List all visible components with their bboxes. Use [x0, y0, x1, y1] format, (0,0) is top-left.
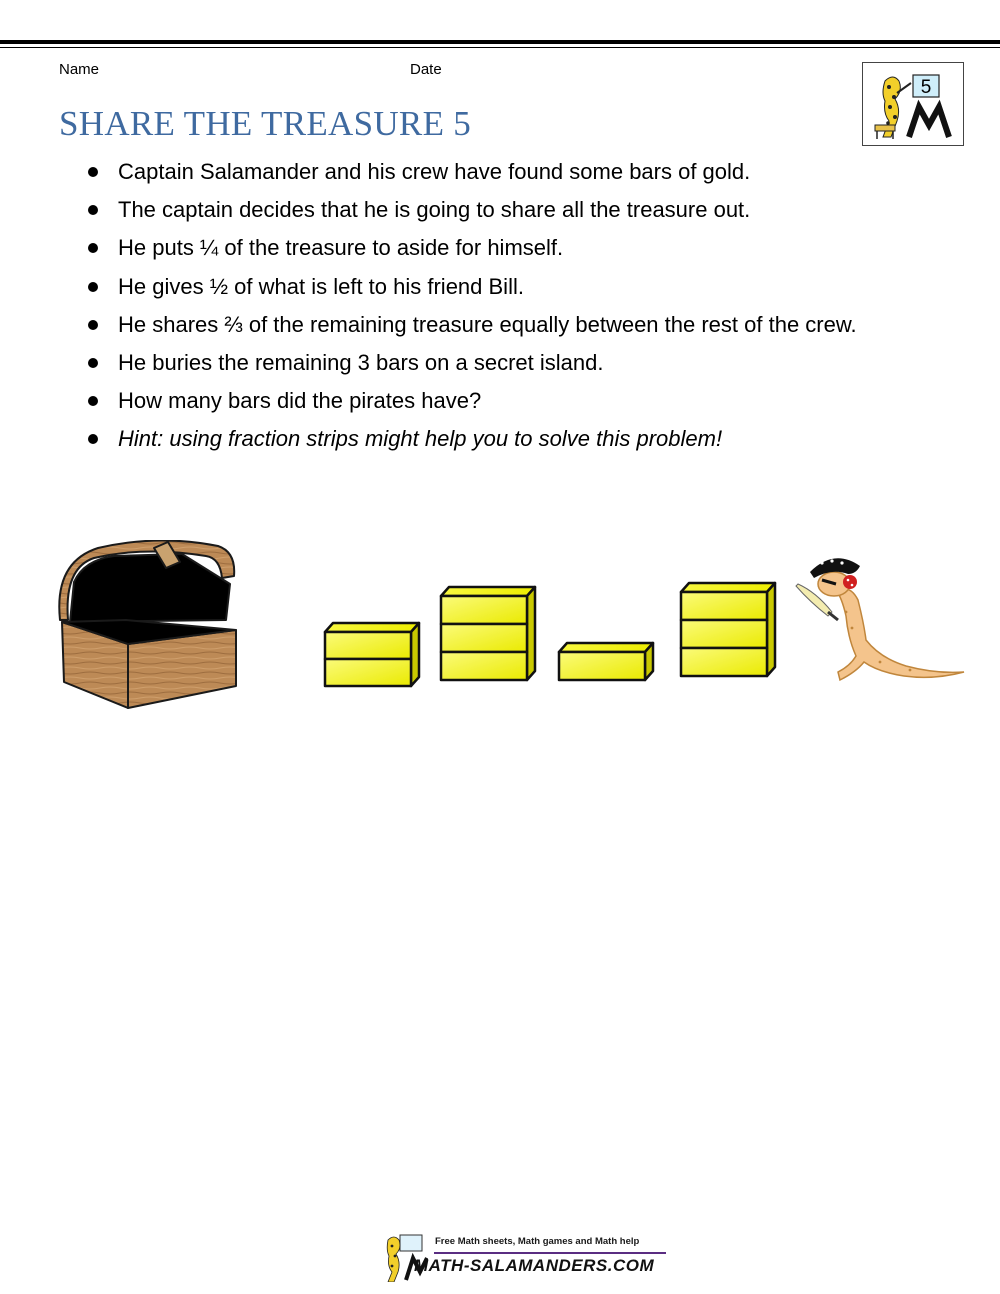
- pirate-salamander-icon: [796, 558, 964, 680]
- gold-stack-3b: [681, 583, 775, 676]
- footer-branding: [378, 1232, 678, 1282]
- footer-divider: [434, 1252, 666, 1254]
- bullet-icon: [88, 243, 98, 253]
- instruction-item: He gives ½ of what is left to his friend Bill.: [84, 268, 984, 306]
- bullet-icon: [88, 434, 98, 444]
- page-title: SHARE THE TREASURE 5: [59, 104, 472, 143]
- hint-item: Hint: using fraction strips might help you to solve this problem!: [84, 420, 984, 458]
- bullet-icon: [88, 167, 98, 177]
- worksheet-logo: [862, 62, 964, 146]
- footer-tagline: Free Math sheets, Math games and Math help: [435, 1236, 640, 1247]
- date-label: Date: [410, 61, 442, 78]
- bullet-icon: [88, 358, 98, 368]
- gold-stack-1: [559, 643, 653, 680]
- instruction-item: He shares ⅔ of the remaining treasure equally between the rest of the crew.: [84, 306, 984, 344]
- treasure-chest-icon: [59, 540, 236, 708]
- name-label: Name: [59, 61, 100, 78]
- instructions-list: [84, 153, 984, 459]
- top-rule-thin: [0, 47, 1000, 48]
- instruction-item: The captain decides that he is going to share all the treasure out.: [84, 191, 984, 229]
- top-rule-thick: [0, 40, 1000, 44]
- bullet-icon: [88, 205, 98, 215]
- gold-stack-3: [441, 587, 535, 680]
- instruction-item: He puts ¼ of the treasure to aside for himself.: [84, 229, 984, 267]
- gold-stack-2: [325, 623, 419, 686]
- bullet-icon: [88, 396, 98, 406]
- instruction-item: He buries the remaining 3 bars on a secret island.: [84, 344, 984, 382]
- treasure-illustration: [0, 540, 1000, 720]
- instruction-item: Captain Salamander and his crew have found some bars of gold.: [84, 153, 984, 191]
- bullet-icon: [88, 282, 98, 292]
- salamander-logo-icon: [863, 63, 963, 145]
- bullet-icon: [88, 320, 98, 330]
- logo-number: 5: [920, 77, 932, 98]
- footer-brand-text: MATH-SALAMANDERS.COM: [414, 1256, 655, 1275]
- question-item: How many bars did the pirates have?: [84, 382, 984, 420]
